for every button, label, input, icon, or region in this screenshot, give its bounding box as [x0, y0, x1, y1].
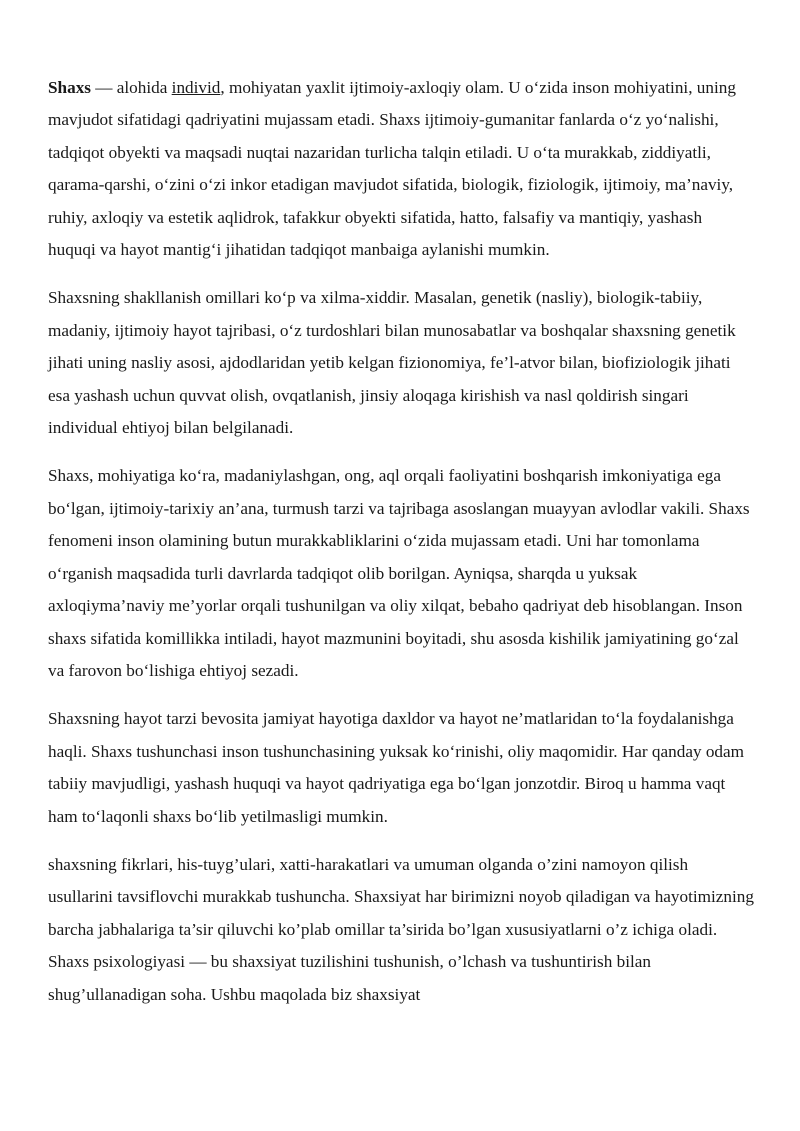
paragraph-4: Shaxsning hayot tarzi bevosita jamiyat hayotiga daxldor va hayot ne’matlaridan to‘la foydalanishga haqli. Shaxs tushunchasi inson tushunchasining yuksak ko‘rinishi, oliy maqomidir. Har qanday odam tabiiy mavjudligi, yashash huquqi va hayot qadriyatiga ega bo‘lgan jonzotdir. Biroq u hamma vaqt ham to‘laqonli shaxs bo‘lib yetilmasligi mumkin.	[48, 709, 745, 826]
paragraph-3: Shaxs, mohiyatiga ko‘ra, madaniylashgan, ong, aql orqali faoliyatini boshqarish imkoniyatiga ega bo‘lgan, ijtimoiy-tarixiy an’ana, turmush tarzi va tajribaga asoslangan muayyan avlodlar vakili. Shaxs fenomeni inson olamining butun murakkabliklarini o‘zida mujassam etadi. Uni har tomonlama o‘rganish maqsadida turli davrlarda tadqiqot olib borilgan. Ayniqsa, sharqda u yuksak axloqiyma’naviy me’yorlar orqali tushunilgan va oliy xilqat, bebaho qadriyat deb hisoblangan. Inson shaxs sifatida komillikka intiladi, hayot mazmunini boyitadi, shu asosda kishilik jamiyatining go‘zal va farovon bo‘lishiga ehtiyoj sezadi.	[48, 466, 750, 680]
paragraph-1-text: , mohiyatan yaxlit ijtimoiy-axloqiy olam. U o‘zida inson mohiyatini, uning mavjudot sifatidagi qadriyatini mujassam etadi. Shaxs ijtimoiy-gumanitar fanlarda o‘z yo‘nalishi, tadqiqot obyekti va maqsadi nuqtai nazaridan turlicha talqin etiladi. U o‘ta murakkab, ziddiyatli, qarama-qarshi, o‘zini o‘zi inkor etadigan mavjudot sifatida, biologik, fiziologik, ijtimoiy, ma’naviy, ruhiy, axloqiy va estetik aqlidrok, tafakkur obyekti sifatida, hatto, falsafiy va mantiqiy, yashash huquqi va hayot mantig‘i jihatidan tadqiqot manbaiga aylanishi mumkin.	[48, 78, 736, 260]
paragraph-2: Shaxsning shakllanish omillari ko‘p va xilma-xiddir. Masalan, genetik (nasliy), biologik-tabiiy, madaniy, ijtimoiy hayot tajribasi, o‘z turdoshlari bilan munosabatlar va boshqalar shaxsning genetik jihati uning nasliy asosi, ajdodlaridan yetib kelgan fizionomiya, fe’l-atvor bilan, biofiziologik jihati esa yashash uchun quvvat olish, ovqatlanish, jinsiy aloqaga kirishish va nasl qoldirish singari individual ehtiyoj bilan belgilanadi.	[48, 288, 736, 438]
document-body	[48, 72, 754, 1027]
paragraph-5: shaxsning fikrlari, his-tuyg’ulari, xatti-harakatlari va umuman olganda o’zini namoyon qilish usullarini tavsiflovchi murakkab tushuncha. Shaxsiyat har birimizni noyob qiladigan va hayotimizning barcha jabhalariga ta’sir qiluvchi ko’plab omillar ta’sirida bo’lgan xususiyatlarni o’z ichiga oladi. Shaxs psixologiyasi — bu shaxsiyat tuzilishini tushunish, o’lchash va tushuntirish bilan shug’ullanadigan soha. Ushbu maqolada biz shaxsiyat	[48, 854, 754, 1004]
individ-link[interactable]: individ	[171, 78, 221, 97]
definition-dash: — alohida	[91, 78, 172, 97]
paragraph-1	[48, 72, 754, 266]
term-heading: Shaxs	[48, 78, 91, 97]
